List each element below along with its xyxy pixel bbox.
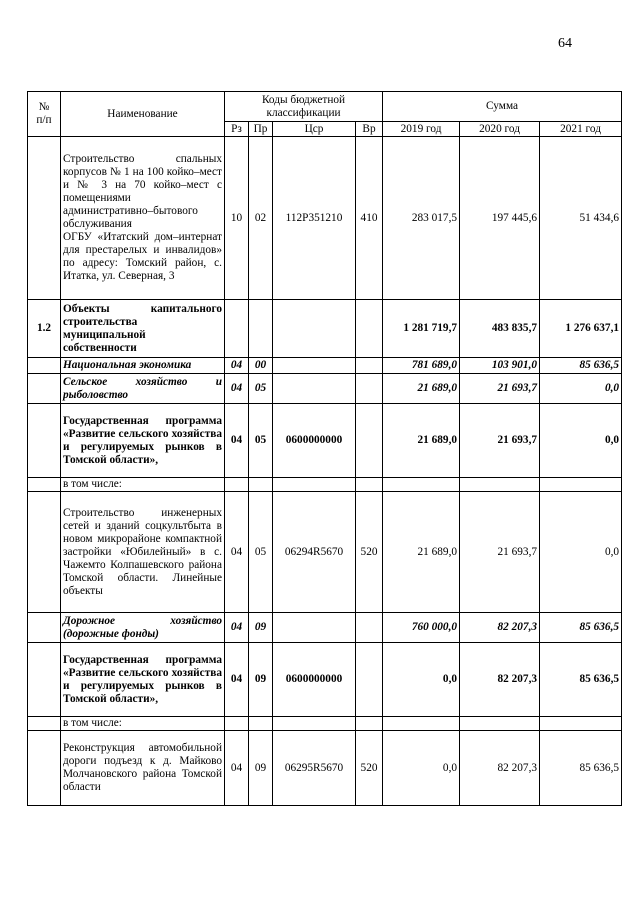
row-2019: 21 689,0 (383, 374, 460, 404)
row-pr: 02 (249, 137, 273, 300)
table-row (28, 478, 622, 492)
row-vr (356, 643, 383, 717)
budget-table (27, 91, 622, 806)
row-num (28, 358, 61, 374)
row-csr (273, 478, 356, 492)
row-2020: 82 207,3 (460, 731, 540, 806)
row-vr (356, 300, 383, 358)
header-vr: Вр (356, 122, 383, 137)
row-2021: 85 636,5 (540, 613, 622, 643)
row-num (28, 478, 61, 492)
row-2021: 0,0 (540, 374, 622, 404)
row-2020 (460, 717, 540, 731)
row-2020: 82 207,3 (460, 643, 540, 717)
row-rz (225, 300, 249, 358)
header-2020: 2020 год (460, 122, 540, 137)
row-num (28, 492, 61, 613)
row-csr (273, 374, 356, 404)
row-csr: 06295R5670 (273, 731, 356, 806)
row-vr (356, 717, 383, 731)
row-pr (249, 478, 273, 492)
row-rz: 04 (225, 731, 249, 806)
row-2019: 283 017,5 (383, 137, 460, 300)
table-row (28, 300, 622, 358)
row-vr (356, 374, 383, 404)
row-2019: 781 689,0 (383, 358, 460, 374)
row-name: Государственная программа «Развитие сельского хозяйства и регулируемых рынков в Томской области», (61, 643, 225, 717)
row-pr (249, 717, 273, 731)
row-2020: 21 693,7 (460, 374, 540, 404)
row-vr: 520 (356, 492, 383, 613)
header-rz: Рз (225, 122, 249, 137)
row-pr: 09 (249, 731, 273, 806)
header-codes: Коды бюджетной классификации (225, 92, 383, 122)
row-name: Сельское хозяйство и рыболовство (61, 374, 225, 404)
table-row (28, 731, 622, 806)
row-vr: 520 (356, 731, 383, 806)
row-num (28, 404, 61, 478)
row-num (28, 731, 61, 806)
row-name: в том числе: (61, 478, 225, 492)
row-2021 (540, 478, 622, 492)
row-name: Государственная программа «Развитие сельского хозяйства и регулируемых рынков в Томской области», (61, 404, 225, 478)
row-num (28, 374, 61, 404)
row-csr (273, 717, 356, 731)
row-2019: 1 281 719,7 (383, 300, 460, 358)
header-2021: 2021 год (540, 122, 622, 137)
header-sum: Сумма (383, 92, 622, 122)
row-2020 (460, 478, 540, 492)
row-rz: 04 (225, 404, 249, 478)
row-rz: 04 (225, 613, 249, 643)
row-2020: 103 901,0 (460, 358, 540, 374)
row-2020: 483 835,7 (460, 300, 540, 358)
row-2019: 0,0 (383, 731, 460, 806)
row-pr: 05 (249, 404, 273, 478)
row-2020: 21 693,7 (460, 404, 540, 478)
page-number: 64 (558, 36, 572, 51)
row-csr: 112P351210 (273, 137, 356, 300)
row-rz (225, 478, 249, 492)
row-name: Объекты капитального строительства муниципальной собственности (61, 300, 225, 358)
header-pr: Пр (249, 122, 273, 137)
row-rz: 04 (225, 643, 249, 717)
row-num (28, 137, 61, 300)
row-2021: 51 434,6 (540, 137, 622, 300)
header-num: № п/п (28, 92, 61, 137)
header-csr: Цср (273, 122, 356, 137)
row-num: 1.2 (28, 300, 61, 358)
row-pr: 05 (249, 374, 273, 404)
header-2019: 2019 год (383, 122, 460, 137)
table-row (28, 374, 622, 404)
row-vr (356, 613, 383, 643)
row-csr: 06294R5670 (273, 492, 356, 613)
row-name: в том числе: (61, 717, 225, 731)
row-2020: 197 445,6 (460, 137, 540, 300)
row-rz (225, 717, 249, 731)
row-2019 (383, 478, 460, 492)
row-2019: 21 689,0 (383, 492, 460, 613)
row-2021: 1 276 637,1 (540, 300, 622, 358)
row-vr: 410 (356, 137, 383, 300)
table-row (28, 492, 622, 613)
row-rz: 10 (225, 137, 249, 300)
row-name: Строительство инженерных сетей и зданий соцкультбыта в новом микрорайоне компактной застройки «Юбилейный» в с. Чажемто Колпашевского района Томской области. Линейные объекты (61, 492, 225, 613)
row-pr: 09 (249, 643, 273, 717)
row-2021: 0,0 (540, 404, 622, 478)
table-row (28, 358, 622, 374)
row-pr: 00 (249, 358, 273, 374)
row-2019 (383, 717, 460, 731)
row-2021 (540, 717, 622, 731)
row-2020: 82 207,3 (460, 613, 540, 643)
row-name: Реконструкция автомобильной дороги подъезд к д. Майково Молчановского района Томской области (61, 731, 225, 806)
row-2019: 760 000,0 (383, 613, 460, 643)
row-csr (273, 358, 356, 374)
row-name: Национальная экономика (61, 358, 225, 374)
table-row (28, 137, 622, 300)
table-row (28, 643, 622, 717)
row-pr: 09 (249, 613, 273, 643)
row-vr (356, 478, 383, 492)
row-vr (356, 358, 383, 374)
row-name: Строительство спальных корпусов № 1 на 100 койко–мест и № 3 на 70 койко–мест с помещениями административно–бытового обслуживания ОГБУ «Итатский дом–интернат для престарелых и инвалидов» по адресу: Томский район, с. Итатка, ул. Северная, 3 (61, 137, 225, 300)
header-name: Наименование (61, 92, 225, 137)
row-2021: 85 636,5 (540, 358, 622, 374)
row-num (28, 717, 61, 731)
row-pr: 05 (249, 492, 273, 613)
row-2021: 85 636,5 (540, 731, 622, 806)
row-csr: 0600000000 (273, 643, 356, 717)
row-csr (273, 613, 356, 643)
row-csr: 0600000000 (273, 404, 356, 478)
row-2019: 21 689,0 (383, 404, 460, 478)
row-name: Дорожное хозяйство (дорожные фонды) (61, 613, 225, 643)
row-num (28, 613, 61, 643)
row-2020: 21 693,7 (460, 492, 540, 613)
row-rz: 04 (225, 374, 249, 404)
row-csr (273, 300, 356, 358)
header-row-1 (28, 92, 622, 122)
row-rz: 04 (225, 492, 249, 613)
table-row (28, 717, 622, 731)
row-rz: 04 (225, 358, 249, 374)
table-row (28, 404, 622, 478)
row-pr (249, 300, 273, 358)
table-row (28, 613, 622, 643)
row-2021: 0,0 (540, 492, 622, 613)
row-2021: 85 636,5 (540, 643, 622, 717)
row-num (28, 643, 61, 717)
row-2019: 0,0 (383, 643, 460, 717)
row-vr (356, 404, 383, 478)
